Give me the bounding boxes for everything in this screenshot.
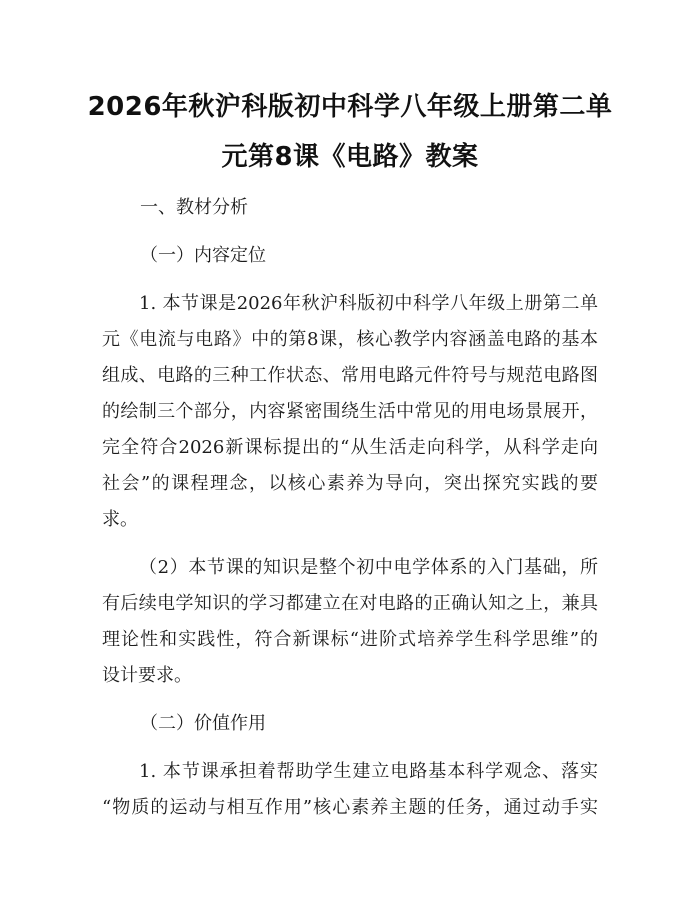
- subsection-heading-value-role: （二）价值作用: [140, 713, 266, 734]
- paragraph-line: 理论性和实践性，符合新课标“进阶式培养学生科学思维”的: [102, 629, 598, 650]
- subsection-heading-content-positioning: （一）内容定位: [140, 245, 266, 266]
- paragraph-line: 有后续电学知识的学习都建立在对电路的正确认知之上，兼具: [102, 593, 598, 614]
- paragraph-line: 组成、电路的三种工作状态、常用电路元件符号与规范电路图: [102, 365, 598, 386]
- paragraph-line: 元《电流与电路》中的第8课，核心教学内容涵盖电路的基本: [102, 329, 598, 350]
- paragraph-line: 设计要求。: [102, 665, 192, 686]
- section-heading-teaching-material-analysis: 一、教材分析: [140, 197, 248, 218]
- document-title-line-1: 2026年秋沪科版初中科学八年级上册第二单: [87, 92, 613, 122]
- paragraph-line: 社会”的课程理念，以核心素养为导向，突出探究实践的要: [102, 473, 598, 494]
- paragraph-line: （2）本节课的知识是整个初中电学体系的入门基础，所: [139, 557, 598, 578]
- paragraph-line: 1. 本节课是2026年秋沪科版初中科学八年级上册第二单: [139, 293, 598, 314]
- paragraph-line: 完全符合2026新课标提出的“从生活走向科学，从科学走向: [102, 437, 598, 458]
- paragraph-line: 求。: [102, 509, 138, 530]
- paragraph-line: “物质的运动与相互作用”核心素养主题的任务，通过动手实: [102, 797, 598, 818]
- paragraph-line: 1. 本节课承担着帮助学生建立电路基本科学观念、落实: [139, 761, 598, 782]
- paragraph-line: 的绘制三个部分，内容紧密围绕生活中常见的用电场景展开，: [102, 401, 598, 422]
- document-title-line-2: 元第8课《电路》教案: [221, 142, 479, 172]
